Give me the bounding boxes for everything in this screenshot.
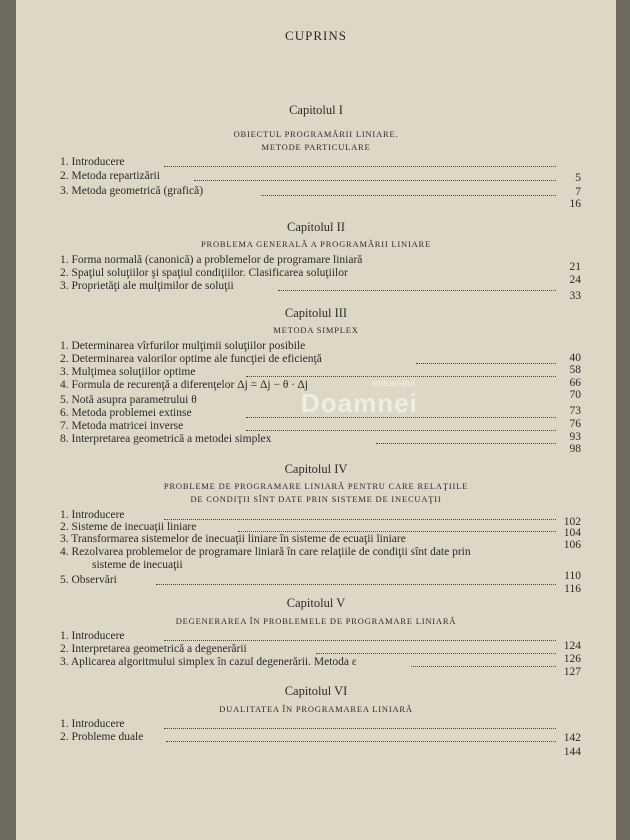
toc-entry: 1. Determinarea vîrfurilor mulţimii soluţiilor posibile [60, 340, 306, 352]
page-number: 106 [563, 539, 581, 551]
chapter-title: Capitolul V [286, 596, 346, 610]
chapter-subtitle: METODA SIMPLEX [273, 325, 359, 335]
dot-leader [164, 640, 556, 641]
dot-leader [164, 728, 556, 729]
toc-entry: 3. Metoda geometrică (grafică) [60, 185, 204, 197]
page-number: 58 [569, 364, 581, 376]
toc-entry: 4. Rezolvarea problemelor de programare liniară în care relaţiile de condiţii sînt date prin [60, 546, 471, 558]
page-number: 93 [569, 431, 581, 443]
page-number: 21 [569, 261, 581, 273]
toc-entry: 3. Aplicarea algoritmului simplex în cazul degenerării. Metoda ε [60, 656, 357, 668]
book-page [16, 0, 616, 840]
chapter-subtitle: PROBLEME DE PROGRAMARE LINIARĂ PENTRU CARE RELAŢIILE [163, 481, 469, 491]
toc-entry: 3. Proprietăţi ale mulţimilor de soluţii [60, 280, 234, 292]
watermark-small-text: anticariatul [371, 378, 415, 388]
toc-entry-continuation-text: sisteme de inecuaţii [92, 559, 183, 571]
chapter-title: Capitolul VI [284, 684, 348, 698]
toc-entry: 2. Spaţiul soluţiilor şi spaţiul condiţiilor. Clasificarea soluţiilor [60, 267, 348, 279]
toc-entry: 4. Formula de recurenţă a diferenţelor Δj = Δj − θ · Δj [60, 379, 308, 391]
dot-leader [238, 531, 556, 532]
page-number: 5 [575, 172, 581, 184]
page-number: 33 [569, 290, 581, 302]
page-number: 110 [564, 570, 581, 582]
chapter-title: Capitolul II [287, 220, 345, 234]
dot-leader [166, 741, 556, 742]
dot-leader [278, 290, 556, 291]
dot-leader [164, 166, 556, 167]
watermark-logo: Doamnei [301, 388, 418, 418]
toc-entry: 2. Metoda repartizării [60, 170, 160, 182]
toc-entry: 2. Interpretarea geometrică a degenerării [60, 643, 247, 655]
page-number: 70 [569, 389, 581, 401]
page-number: 40 [569, 352, 581, 364]
toc-entry: 1. Introducere [60, 509, 125, 521]
toc-entry: 1. Introducere [60, 630, 125, 642]
dot-leader [246, 430, 556, 431]
page-number: 104 [563, 527, 581, 539]
toc-entry: 2. Determinarea valorilor optime ale funcţiei de eficienţă [60, 353, 322, 365]
page-number: 124 [563, 640, 581, 652]
dot-leader [416, 363, 556, 364]
toc-entry: 3. Mulţimea soluţiilor optime [60, 366, 196, 378]
chapter-subtitle: DE CONDIŢII SÎNT DATE PRIN SISTEME DE INECUAŢII [190, 494, 442, 504]
dot-leader [376, 443, 556, 444]
page-number: 7 [575, 186, 581, 198]
dot-leader [194, 180, 556, 181]
page-number: 127 [563, 666, 581, 678]
page-number: 66 [569, 377, 581, 389]
chapter-subtitle: DUALITATEA ÎN PROGRAMAREA LINIARĂ [219, 704, 413, 714]
chapter-title: Capitolul IV [284, 462, 348, 476]
toc-entry-continuation [60, 559, 570, 572]
page-number: 24 [569, 274, 581, 286]
page-number: 98 [569, 443, 581, 455]
dot-leader [411, 666, 556, 667]
toc-entry: 3. Transformarea sistemelor de inecuaţii liniare în sisteme de ecuaţii liniare [60, 533, 406, 545]
page-number: 76 [569, 418, 581, 430]
page-number: 73 [569, 405, 581, 417]
toc-entry: 8. Interpretarea geometrică a metodei simplex [60, 433, 272, 445]
toc-entry: 5. Notă asupra parametrului θ [60, 394, 197, 406]
page-number: 142 [563, 732, 581, 744]
page-number: 144 [563, 746, 581, 758]
toc-entry: 1. Introducere [60, 156, 125, 168]
toc-entry: 1. Introducere [60, 718, 125, 730]
toc-entry: 2. Sisteme de inecuaţii liniare [60, 521, 197, 533]
page-number: 16 [569, 198, 581, 210]
chapter-title: Capitolul I [289, 103, 343, 117]
page-number: 126 [563, 653, 581, 665]
dot-leader [316, 653, 556, 654]
dot-leader [246, 376, 556, 377]
chapter-subtitle: OBIECTUL PROGRAMĂRII LINIARE. [233, 129, 399, 139]
dot-leader [261, 195, 556, 196]
dot-leader [156, 584, 556, 585]
toc-entry: 7. Metoda matricei inverse [60, 420, 184, 432]
page-number: 116 [564, 583, 581, 595]
chapter-subtitle: METODE PARTICULARE [261, 142, 371, 152]
toc-entry: 6. Metoda problemei extinse [60, 407, 192, 419]
chapter-subtitle: PROBLEMA GENERALĂ A PROGRAMĂRII LINIARE [200, 239, 432, 249]
page-number: 102 [563, 516, 581, 528]
chapter-title: Capitolul III [284, 306, 348, 320]
toc-entry: 1. Forma normală (canonică) a problemelor de programare liniară [60, 254, 363, 266]
toc-entry: 2. Probleme duale [60, 731, 144, 743]
toc-entry: 5. Observări [60, 574, 117, 586]
dot-leader [164, 519, 556, 520]
page-title: CUPRINS [285, 28, 347, 43]
chapter-subtitle: DEGENERAREA ÎN PROBLEMELE DE PROGRAMARE LINIARĂ [175, 616, 457, 626]
